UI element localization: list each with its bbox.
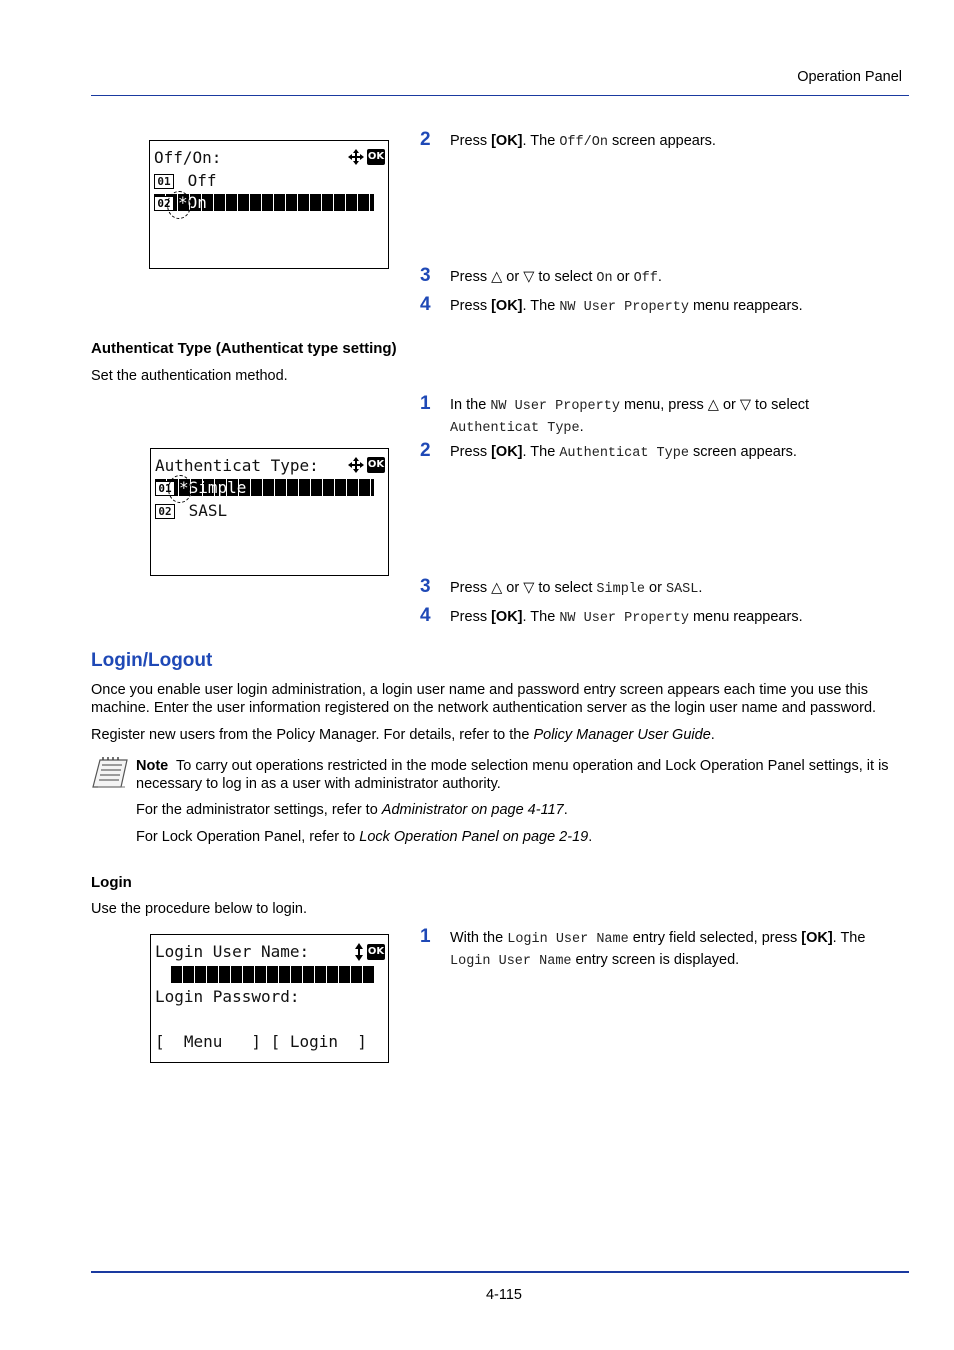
- cursor-marker: [168, 475, 192, 503]
- lcd-row-1: [154, 171, 217, 191]
- subsection-description: Set the authentication method.: [91, 368, 288, 384]
- row-number: 02: [154, 196, 174, 211]
- ok-icon: OK: [367, 149, 385, 165]
- running-header: Operation Panel: [797, 69, 902, 85]
- step-text: Press [OK]. The NW User Property menu reappears.: [450, 609, 803, 626]
- four-way-arrow-icon: [347, 148, 365, 166]
- step-number: 4: [420, 294, 431, 315]
- note-text: Note To carry out operations restricted in the mode selection menu operation and Lock Operation Panel settings, it is necessary to log in as a user with administrator authority.: [136, 758, 889, 792]
- step-text: Press [OK]. The NW User Property menu reappears.: [450, 298, 803, 315]
- step-number: 1: [420, 926, 431, 947]
- step-number: 2: [420, 440, 431, 461]
- section-title: Login/Logout: [91, 650, 213, 671]
- lcd-nav-icons: [347, 456, 385, 474]
- subsection-heading: Authenticat Type (Authenticat type setting): [91, 340, 397, 357]
- row-label: *On: [178, 193, 207, 212]
- lcd-title: Authenticat Type:: [155, 456, 319, 475]
- row-label: Off: [187, 171, 217, 190]
- lcd-nav-icons: [347, 148, 385, 166]
- subsection-description: Use the procedure below to login.: [91, 901, 308, 917]
- step-number: 4: [420, 605, 431, 626]
- paragraph: Register new users from the Policy Manager. For details, refer to the Policy Manager User Guide.: [91, 727, 715, 743]
- lcd-row-2: [155, 501, 227, 521]
- note-reference: For the administrator settings, refer to Administrator on page 4-117.: [136, 802, 568, 818]
- four-way-arrow-icon: [347, 456, 365, 474]
- row-number: 02: [155, 504, 175, 519]
- ok-icon: OK: [367, 457, 385, 473]
- step-number: 2: [420, 129, 431, 150]
- row-number: 01: [154, 174, 174, 189]
- row-label: *Simple: [179, 478, 247, 497]
- lcd-nav-icons: [353, 942, 385, 962]
- step-text: Press [OK]. The Authenticat Type screen appears.: [450, 444, 797, 461]
- lcd-off-on: [149, 140, 389, 269]
- lcd-login: [150, 934, 389, 1063]
- note-reference: For Lock Operation Panel, refer to Lock Operation Panel on page 2-19.: [136, 829, 593, 845]
- lcd-softkeys: [ Menu ] [ Login ]: [155, 1032, 367, 1051]
- step-number: 3: [420, 265, 431, 286]
- note-pad-icon: [91, 756, 129, 790]
- lcd-login-password-label: Login Password:: [155, 987, 300, 1006]
- step-number: 1: [420, 393, 431, 414]
- subsection-heading: Login: [91, 874, 132, 891]
- lcd-login-user-label: Login User Name:: [155, 942, 310, 961]
- login-user-name-field: [171, 966, 374, 983]
- header-rule: [91, 95, 909, 96]
- paragraph: Once you enable user login administration, a login user name and password entry screen appears each time you use this machine. Enter the user information registered on the network authentication server as the login user name and password.: [91, 682, 877, 716]
- footer-rule: [91, 1271, 909, 1273]
- step-text: With the Login User Name entry field selected, press [OK]. The Login User Name entry screen is displayed.: [450, 930, 866, 969]
- step-text: Press △ or ▽ to select Simple or SASL.: [450, 580, 703, 597]
- step-number: 3: [420, 576, 431, 597]
- page-number: 4-115: [485, 1287, 522, 1303]
- row-number: 01: [155, 481, 175, 496]
- step-text: Press [OK]. The Off/On screen appears.: [450, 133, 716, 150]
- step-text: Press △ or ▽ to select On or Off.: [450, 269, 662, 286]
- ok-icon: OK: [367, 944, 385, 960]
- up-down-arrow-icon: [353, 942, 365, 962]
- lcd-title: Off/On:: [154, 148, 222, 167]
- lcd-authenticat-type: [150, 448, 389, 576]
- row-label: SASL: [188, 501, 228, 520]
- step-text: In the NW User Property menu, press △ or ▽ to select Authenticat Type.: [450, 397, 810, 436]
- cursor-marker: [167, 191, 191, 219]
